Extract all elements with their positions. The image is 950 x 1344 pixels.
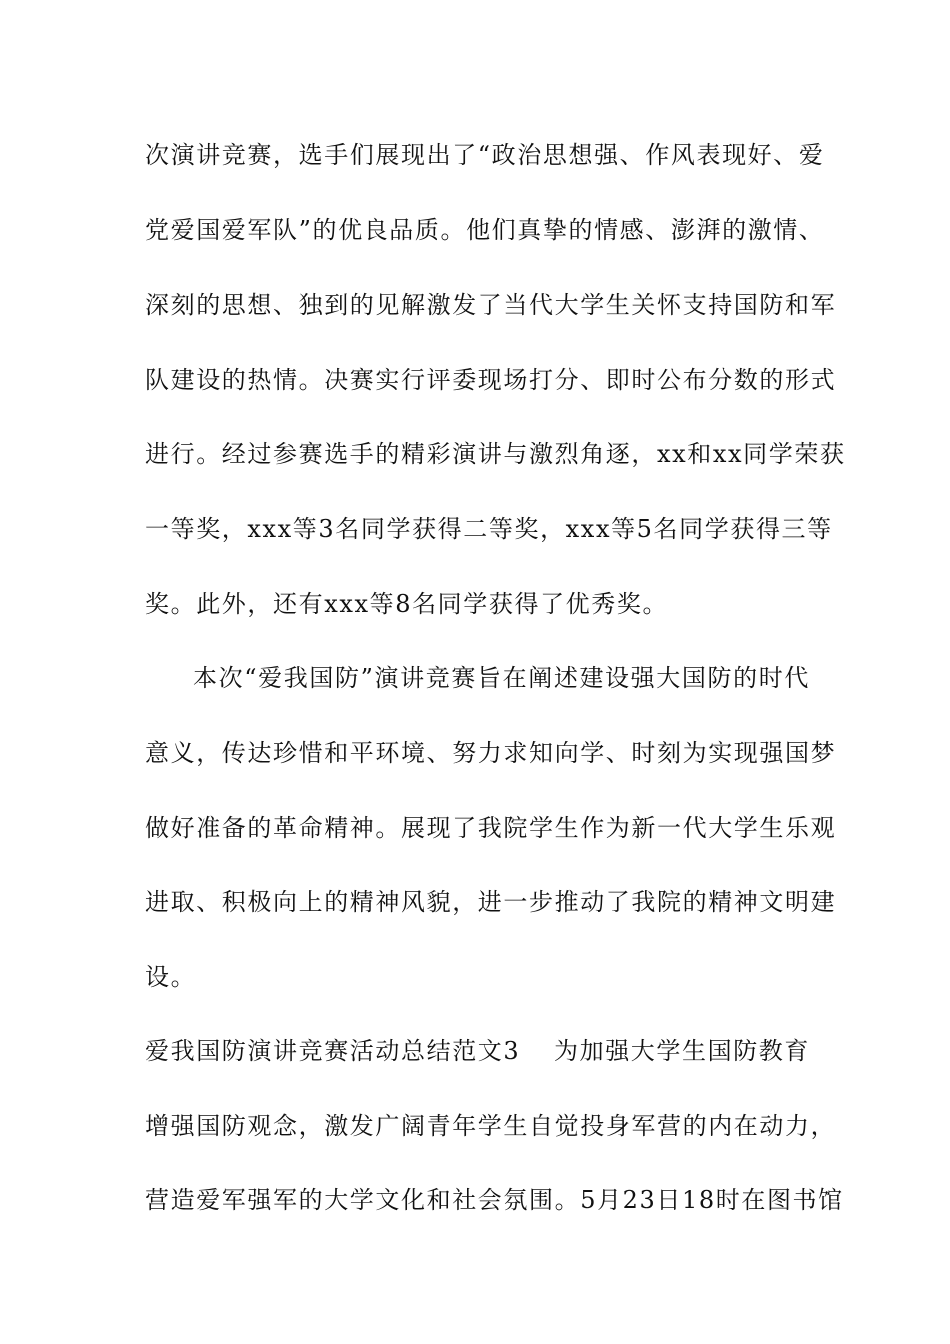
paragraph-2-line-4: 进取、积极向上的精神风貌，进一步推动了我院的精神文明建 [145, 888, 837, 916]
paragraph-1-line-7: 奖。此外，还有xxx等8名同学获得了优秀奖。 [145, 590, 669, 618]
section-title: 爱我国防演讲竞赛活动总结范文3 [145, 1037, 521, 1065]
paragraph-1-line-3: 深刻的思想、独到的见解激发了当代大学生关怀支持国防和军 [145, 291, 837, 319]
paragraph-3-line-1: 增强国防观念，激发广阔青年学生自觉投身军营的内在动力， [145, 1112, 837, 1140]
paragraph-1-line-1: 次演讲竞赛，选手们展现出了“政治思想强、作风表现好、爱 [145, 141, 825, 169]
section-heading-continuation: 为加强大学生国防教育 [554, 1037, 810, 1065]
paragraph-1-line-4: 队建设的热情。决赛实行评委现场打分、即时公布分数的形式 [145, 366, 837, 394]
paragraph-2-line-5: 设。 [145, 963, 197, 991]
paragraph-3-line-2: 营造爱军强军的大学文化和社会氛围。5月23日18时在图书馆 [145, 1186, 844, 1214]
paragraph-2-line-3: 做好准备的革命精神。展现了我院学生作为新一代大学生乐观 [145, 814, 837, 842]
paragraph-2-line-1: 本次“爱我国防”演讲竞赛旨在阐述建设强大国防的时代 [193, 664, 810, 692]
paragraph-1-line-5: 进行。经过参赛选手的精彩演讲与激烈角逐，xx和xx同学荣获 [145, 440, 846, 468]
paragraph-2-line-2: 意义，传达珍惜和平环境、努力求知向学、时刻为实现强国梦 [145, 739, 837, 767]
paragraph-1-line-6: 一等奖，xxx等3名同学获得二等奖，xxx等5名同学获得三等 [145, 515, 833, 543]
paragraph-1-line-2: 党爱国爱军队”的优良品质。他们真挚的情感、澎湃的激情、 [145, 216, 825, 244]
